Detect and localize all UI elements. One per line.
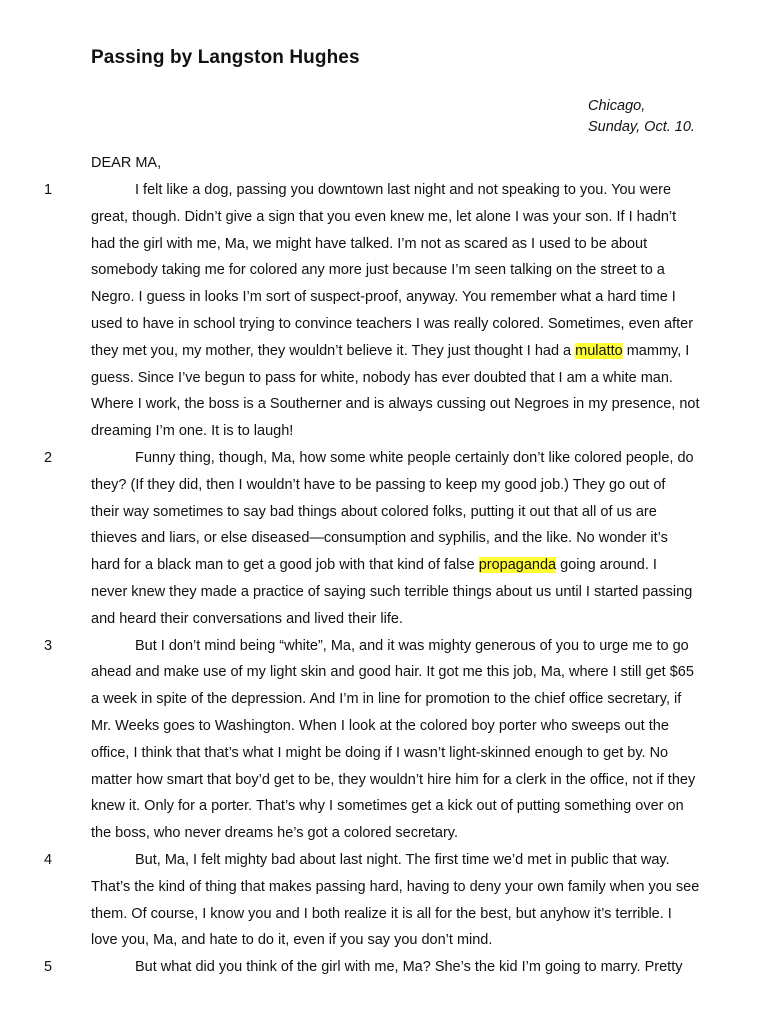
text-span: Mr. Weeks goes to Washington. When I look at the colored boy porter who sweeps out the	[91, 718, 669, 734]
text-line	[91, 316, 693, 332]
text-span: hard for a black man to get a good job with that kind of false	[91, 557, 479, 574]
text-span: But, Ma, I felt mighty bad about last night. The first time we’d met in public that way.	[135, 852, 670, 868]
text-line	[91, 825, 458, 841]
document-title: Passing by Langston Hughes	[91, 47, 360, 68]
text-span: never knew they made a practice of saying such terrible things about us until I started passing	[91, 584, 693, 600]
text-span: the boss, who never dreams he’s got a colored secretary.	[91, 825, 458, 842]
text-line	[91, 262, 665, 278]
text-line	[91, 718, 669, 734]
text-span: they? (If they did, then I wouldn’t have to be passing to keep my good job.) They go out of	[91, 476, 666, 493]
text-line	[91, 557, 657, 573]
text-span: But I don’t mind being “white”, Ma, and it was mighty generous of you to urge me to go	[135, 637, 689, 654]
dateline	[588, 96, 695, 138]
paragraph-number: 2	[44, 450, 53, 466]
text-line	[91, 477, 665, 493]
text-span: Negro. I guess in looks I’m sort of suspect-proof, anyway. You remember what a hard time I	[91, 289, 676, 306]
text-line	[91, 798, 684, 814]
text-line	[135, 959, 683, 975]
text-line	[91, 584, 692, 600]
text-line	[91, 772, 695, 788]
dateline-date: Sunday, Oct. 10.	[588, 119, 695, 135]
text-line	[91, 289, 676, 305]
text-line	[91, 611, 403, 627]
text-span: them. Of course, I know you and I both realize it is all for the best, but anyhow it’s terrible. I	[91, 905, 672, 922]
text-span: somebody taking me for colored any more just because I’m seen talking on the street to a	[91, 262, 665, 279]
text-span: their way sometimes to say bad things about colored folks, putting it out that all of us are	[91, 503, 657, 520]
text-span: a week in spite of the depression. And I’m in line for promotion to the chief office secretary, if	[91, 691, 682, 708]
text-line	[91, 932, 492, 948]
dateline-city: Chicago,	[588, 98, 646, 114]
text-span: matter how smart that boy’d get to be, they wouldn’t hire him for a clerk in the office, not if they	[91, 771, 696, 788]
text-span: guess. Since I’ve begun to pass for white, nobody has ever doubted that I am a white man.	[91, 369, 673, 386]
text-line	[135, 638, 689, 654]
text-line	[91, 530, 668, 546]
text-span: had the girl with me, Ma, we might have talked. I’m not as scared as I used to be about	[91, 235, 648, 252]
text-span: But what did you think of the girl with me, Ma? She’s the kid I’m going to marry. Pretty	[135, 959, 683, 976]
text-span: Funny thing, though, Ma, how some white people certainly don’t like colored people, do	[135, 450, 694, 466]
text-span: knew it. Only for a porter. That’s why I sometimes get a kick out of putting something over on	[91, 798, 684, 815]
text-span: going around. I	[556, 557, 657, 574]
highlighted-word: mulatto	[575, 342, 623, 359]
text-line	[91, 745, 668, 761]
text-span: Where I work, the boss is a Southerner and is always cussing out Negroes in my presence, not	[91, 396, 700, 413]
text-span: mammy, I	[622, 342, 690, 359]
text-line	[135, 450, 694, 466]
text-line	[91, 423, 293, 439]
text-line	[91, 691, 681, 707]
highlighted-word: propaganda	[478, 557, 557, 574]
text-span: love you, Ma, and hate to do it, even if you say you don’t mind.	[91, 932, 493, 949]
text-line	[135, 182, 671, 198]
text-line	[91, 236, 647, 252]
paragraph-number: 1	[44, 182, 53, 198]
text-span: and heard their conversations and lived their life.	[91, 610, 403, 627]
text-span: I felt like a dog, passing you downtown last night and not speaking to you. You were	[135, 182, 672, 198]
text-span: ahead and make use of my light skin and good hair. It got me this job, Ma, where I still get $65	[91, 664, 694, 681]
paragraph-number: 3	[44, 637, 53, 654]
salutation: DEAR MA,	[91, 155, 162, 171]
paragraph-number: 4	[44, 852, 53, 868]
text-span: great, though. Didn’t give a sign that you even knew me, let alone I was your son. If I hadn’t	[91, 208, 677, 225]
text-line	[91, 906, 672, 922]
text-line	[91, 370, 673, 386]
text-span: used to have in school trying to convince teachers I was really colored. Sometimes, even after	[91, 316, 694, 332]
text-span: they met you, my mother, they wouldn’t believe it. They just thought I had a	[91, 342, 576, 359]
text-line	[135, 852, 670, 868]
text-line	[91, 664, 694, 680]
text-line	[91, 209, 676, 225]
text-span: dreaming I’m one. It is to laugh!	[91, 423, 294, 440]
text-span: thieves and liars, or else diseased—consumption and syphilis, and the like. No wonder it’s	[91, 530, 668, 547]
text-span: office, I think that that’s what I might be doing if I wasn’t light-skinned enough to get by. No	[91, 744, 669, 761]
text-line	[91, 879, 699, 895]
text-span: That’s the kind of thing that makes passing hard, having to deny your own family when you see	[91, 878, 700, 895]
paragraph-number: 5	[44, 959, 53, 976]
text-line	[91, 396, 700, 412]
text-line	[91, 343, 689, 359]
text-line	[91, 504, 657, 520]
